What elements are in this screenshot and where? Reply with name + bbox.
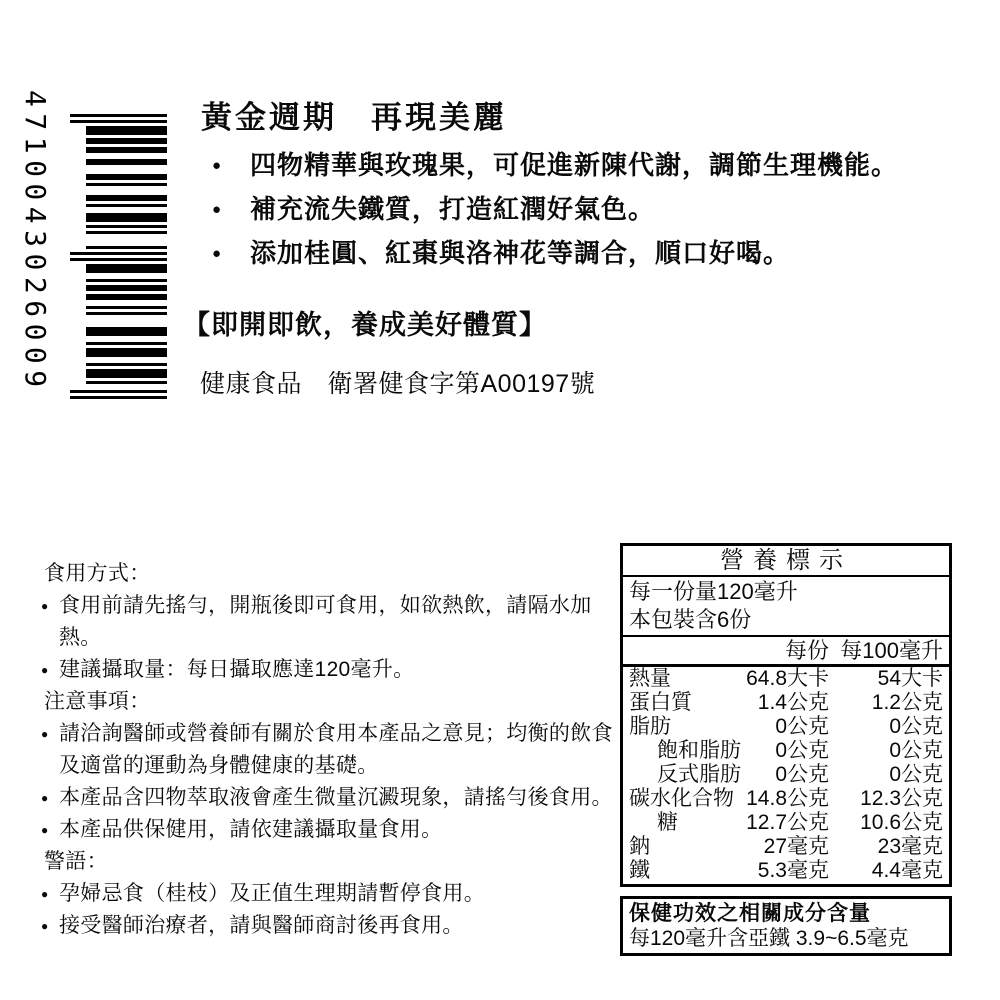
barcode-bar bbox=[86, 213, 167, 222]
barcode-gap bbox=[70, 222, 71, 225]
barcode-gap bbox=[70, 165, 71, 174]
value-per-serving: 0公克 bbox=[775, 763, 829, 786]
barcode-bar bbox=[86, 183, 167, 186]
nutrient-label: 碳水化合物 bbox=[629, 787, 734, 810]
barcode-bar bbox=[86, 231, 167, 234]
value-per-serving: 14.8公克 bbox=[746, 787, 829, 810]
barcode-bar bbox=[86, 246, 167, 249]
barcode-bar bbox=[70, 258, 167, 261]
barcode-bar bbox=[86, 204, 167, 207]
barcode-gap bbox=[70, 366, 71, 369]
info-text: 本產品供保健用，請依建議攝取量食用。 bbox=[59, 818, 443, 841]
bullet-icon: ● bbox=[41, 919, 49, 933]
info-text: 食用前請先搖勻，開瓶後即可食用，如欲熱飲，請隔水加熱。 bbox=[59, 594, 592, 649]
serving-size: 每一份量120毫升 bbox=[629, 579, 798, 604]
info-item bbox=[38, 718, 630, 782]
product-title: 黃金週期 再現美麗 bbox=[201, 100, 507, 135]
barcode-bar bbox=[86, 363, 167, 366]
barcode-bar bbox=[70, 252, 167, 255]
barcode-gap bbox=[70, 201, 71, 204]
nutrient-label: 飽和脂肪 bbox=[657, 739, 741, 762]
info-item bbox=[38, 590, 630, 654]
barcode-gap bbox=[70, 261, 71, 264]
info-text: 請洽詢醫師或營養師有關於食用本產品之意見；均衡的飲食及適當的運動為身體健康的基礎。 bbox=[59, 722, 613, 777]
barcode-gap bbox=[70, 180, 71, 183]
barcode-bars bbox=[70, 114, 167, 399]
nutrition-row bbox=[623, 859, 949, 883]
barcode-bar bbox=[86, 195, 167, 201]
barcode-bar bbox=[86, 159, 167, 165]
barcode-gap bbox=[70, 291, 71, 294]
nutrition-row bbox=[623, 835, 949, 859]
health-claim-value: 每120毫升含亞鐵 3.9~6.5毫克 bbox=[629, 927, 909, 950]
info-text: 接受醫師治療者，請與醫師商討後再食用。 bbox=[59, 914, 464, 937]
barcode-bar bbox=[86, 306, 167, 309]
barcode-gap bbox=[70, 123, 71, 126]
barcode-gap bbox=[70, 357, 71, 363]
section-heading: 警語： bbox=[44, 850, 108, 873]
barcode-gap bbox=[70, 273, 71, 279]
barcode-bar bbox=[86, 174, 167, 180]
bullet-icon: ● bbox=[41, 727, 49, 741]
value-per-100ml: 23毫克 bbox=[877, 835, 943, 858]
info-text: 孕婦忌食（桂枝）及正值生理期請暫停食用。 bbox=[59, 882, 485, 905]
value-per-serving: 5.3毫克 bbox=[757, 859, 829, 882]
info-item bbox=[38, 654, 630, 686]
feature-item bbox=[212, 194, 898, 225]
nutrient-label: 熱量 bbox=[629, 667, 671, 690]
barcode-bar bbox=[86, 285, 167, 291]
feature-text: 添加桂圓、紅棗與洛神花等調合，順口好喝。 bbox=[250, 238, 791, 268]
barcode-gap bbox=[70, 315, 71, 327]
section-items bbox=[38, 590, 630, 686]
value-per-serving: 27毫克 bbox=[763, 835, 829, 858]
barcode-gap bbox=[70, 186, 71, 195]
info-item bbox=[38, 878, 630, 910]
nutrition-row bbox=[623, 763, 949, 787]
nutrition-row bbox=[623, 667, 949, 691]
barcode-gap bbox=[70, 378, 71, 381]
value-per-serving: 0公克 bbox=[775, 739, 829, 762]
section-heading: 注意事項： bbox=[44, 690, 151, 713]
barcode-bar bbox=[86, 279, 167, 282]
bullet-icon: ● bbox=[212, 157, 223, 174]
nutrition-rows bbox=[623, 667, 949, 884]
barcode-bar bbox=[86, 342, 167, 345]
bullet-icon: ● bbox=[41, 887, 49, 901]
info-item bbox=[38, 814, 630, 846]
info-section bbox=[38, 846, 630, 942]
serving-info bbox=[623, 577, 949, 637]
health-claim-title: 保健功效之相關成分含量 bbox=[629, 902, 871, 925]
servings-per-package: 本包裝含6份 bbox=[629, 607, 752, 632]
value-per-100ml: 1.2公克 bbox=[871, 691, 943, 714]
info-item bbox=[38, 782, 630, 814]
nutrition-row bbox=[623, 787, 949, 811]
barcode-digits: 4710043026009 bbox=[19, 90, 52, 394]
section-heading: 食用方式： bbox=[44, 562, 151, 585]
nutrition-row bbox=[623, 691, 949, 715]
value-per-100ml: 54大卡 bbox=[877, 667, 943, 690]
nutrient-label: 鐵 bbox=[629, 859, 650, 882]
value-per-100ml: 12.3公克 bbox=[860, 787, 943, 810]
value-per-100ml: 0公克 bbox=[889, 739, 943, 762]
barcode-bar bbox=[70, 114, 167, 117]
barcode-gap bbox=[70, 228, 71, 231]
bullet-icon: ● bbox=[212, 245, 223, 262]
barcode-bar bbox=[70, 396, 167, 399]
nutrient-label: 糖 bbox=[657, 811, 678, 834]
value-per-100ml: 4.4毫克 bbox=[871, 859, 943, 882]
feature-item bbox=[212, 150, 898, 181]
feature-text: 補充流失鐵質，打造紅潤好氣色。 bbox=[250, 194, 656, 224]
barcode-gap bbox=[70, 144, 71, 147]
value-per-serving: 0公克 bbox=[775, 715, 829, 738]
barcode-bar bbox=[86, 147, 167, 153]
nutrient-label: 鈉 bbox=[629, 835, 650, 858]
info-section bbox=[38, 686, 630, 846]
usage-info-column bbox=[38, 558, 630, 942]
value-per-100ml: 10.6公克 bbox=[860, 811, 943, 834]
feature-list bbox=[212, 150, 898, 282]
nutrient-label: 脂肪 bbox=[629, 715, 671, 738]
barcode-gap bbox=[70, 153, 71, 159]
value-per-serving: 64.8大卡 bbox=[746, 667, 829, 690]
bullet-icon: ● bbox=[41, 823, 49, 837]
barcode-gap bbox=[70, 345, 71, 348]
barcode-gap bbox=[70, 207, 71, 213]
barcode-bar bbox=[70, 390, 167, 393]
nutrition-row bbox=[623, 715, 949, 739]
info-text: 本產品含四物萃取液會產生微量沉澱現象，請搖勻後食用。 bbox=[59, 786, 613, 809]
feature-item bbox=[212, 238, 898, 269]
barcode-gap bbox=[70, 300, 71, 306]
barcode-bar bbox=[70, 120, 167, 123]
value-per-100ml: 0公克 bbox=[889, 763, 943, 786]
bullet-icon: ● bbox=[41, 599, 49, 613]
barcode-bar bbox=[86, 348, 167, 357]
barcode-bar bbox=[86, 264, 167, 273]
feature-text: 四物精華與玫瑰果，可促進新陳代謝，調節生理機能。 bbox=[250, 150, 899, 180]
bullet-icon: ● bbox=[41, 791, 49, 805]
nutrient-label: 反式脂肪 bbox=[657, 763, 741, 786]
barcode-bar bbox=[86, 327, 167, 336]
health-claim-box bbox=[620, 896, 952, 956]
barcode-bar bbox=[86, 381, 167, 384]
nutrition-row bbox=[623, 811, 949, 835]
nutrition-title: 營養標示 bbox=[623, 546, 949, 577]
barcode-bar bbox=[86, 312, 167, 315]
barcode-gap bbox=[70, 309, 71, 312]
barcode-gap bbox=[70, 336, 71, 342]
section-items bbox=[38, 718, 630, 846]
value-per-serving: 1.4公克 bbox=[757, 691, 829, 714]
bullet-icon: ● bbox=[41, 663, 49, 677]
barcode-gap bbox=[70, 135, 71, 138]
col-header-per-100ml: 每100毫升 bbox=[840, 638, 943, 663]
info-item bbox=[38, 910, 630, 942]
info-text: 建議攝取量：每日攝取應達120毫升。 bbox=[59, 658, 415, 681]
nutrition-column-headers bbox=[623, 637, 949, 667]
barcode-bar bbox=[86, 294, 167, 300]
nutrient-label: 蛋白質 bbox=[629, 691, 692, 714]
nutrition-table bbox=[620, 543, 952, 887]
barcode-bar bbox=[86, 369, 167, 378]
bullet-icon: ● bbox=[212, 201, 223, 218]
barcode-bar bbox=[86, 126, 167, 135]
value-per-serving: 12.7公克 bbox=[746, 811, 829, 834]
barcode-bar bbox=[86, 225, 167, 228]
section-items bbox=[38, 878, 630, 942]
col-header-per-serving: 每份 bbox=[784, 638, 829, 663]
barcode-bar bbox=[86, 138, 167, 144]
barcode-gap bbox=[70, 282, 71, 285]
license-number: 健康食品 衛署健食字第A00197號 bbox=[200, 370, 596, 398]
info-section bbox=[38, 558, 630, 686]
value-per-100ml: 0公克 bbox=[889, 715, 943, 738]
nutrition-row bbox=[623, 739, 949, 763]
tagline: 【即開即飲，養成美好體質】 bbox=[183, 310, 547, 340]
barcode-gap bbox=[70, 234, 71, 246]
